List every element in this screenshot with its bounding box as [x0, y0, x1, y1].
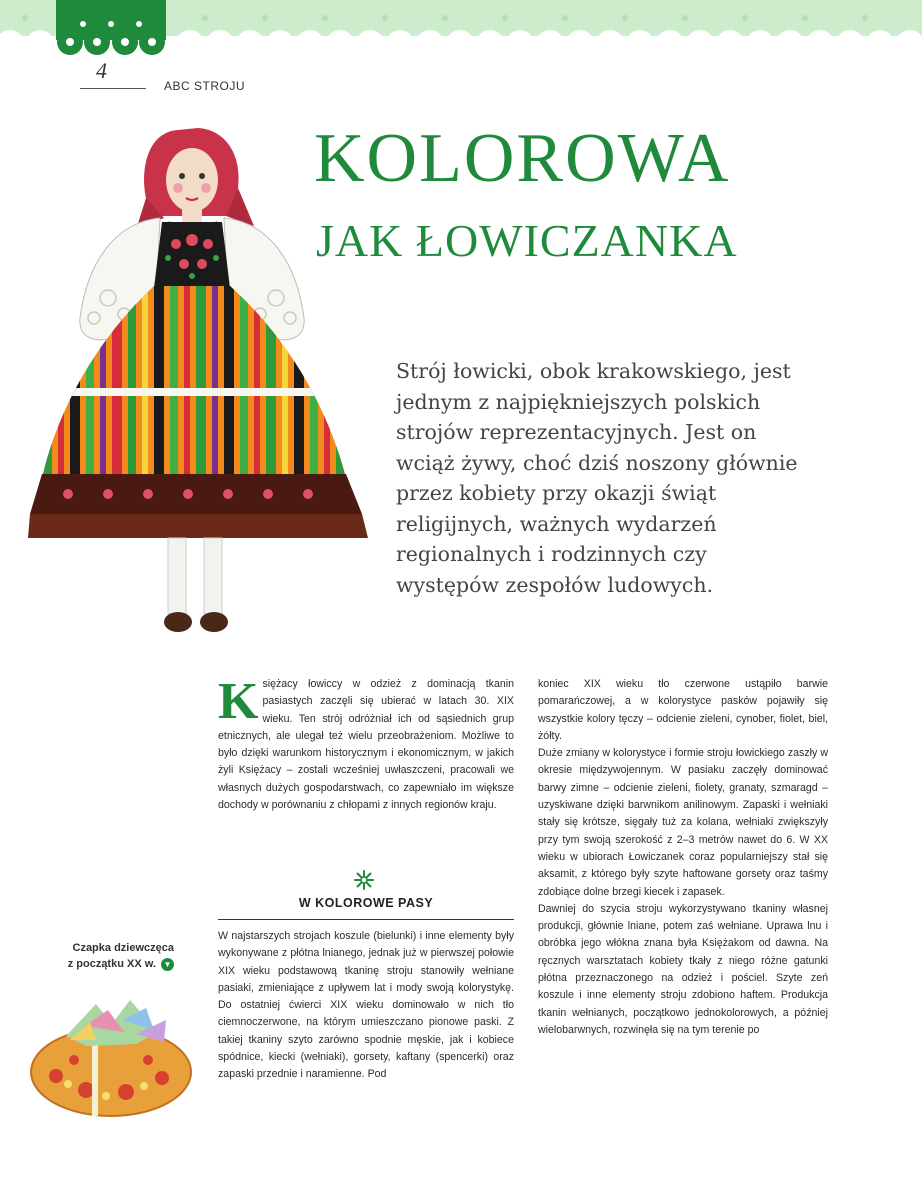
- green-arrow-icon: ▼: [161, 958, 174, 971]
- snowflake-ornament-icon: [352, 868, 376, 892]
- article-right-column: [538, 676, 828, 1039]
- right-paragraph-3: Dawniej do szycia stroju wykorzystywano tkaniny własnej produkcji, głównie lniane, potem zaś wełniane. Uprawa lnu i obróbka jego włókna znana była Księżakom od dawna. Na ręcznych warsztatach kobiety tkały z niego różne gatunki płótna przeznaczonego na odzież i pościel. Szyte zeń koszule i inne elementy stroju zdobiono haftem. Produkcja tkanin wełnianych, początkowo jednokolorowych, a później wielobarwnych, rozwinęła się na tym terenie po: [538, 902, 828, 1036]
- section-label: ABC STROJU: [164, 79, 246, 93]
- page-number-tab: [56, 0, 166, 58]
- right-paragraph-2: Duże zmiany w kolorystyce i formie stroju łowickiego zaszły w okresie międzywojennym. W pasiaku zaczęły dominować barwy zimne – odcienie zieleni, fiolety, granaty, szmaragd – uzyskiwane dzięki barwnikom anilinowym. Zapaski i wełniaki stały się krótsze, sięgały tuż za kolana, wełniaki zwiększyły przy tym swoją szerokość z 2–3 metrów nawet do 6. W XX wieku w ubiorach Łowiczanek coraz popularniejszy stał się aksamit, z którego były szyte haftowane gorsety oraz taśmy zdobiące dolne brzegi kiecek i zapasek.: [538, 747, 828, 898]
- header-rule: [80, 88, 146, 89]
- article-title-line-2: JAK ŁOWICZANKA: [316, 215, 738, 266]
- subheading-rule: [218, 919, 514, 920]
- section-text: W najstarszych strojach koszule (bielunki) i inne elementy były wykonywane z płótna lnianego, jednak już w pierwszej połowie XIX wieku podstawową tkaninę stroju stanowiły wełniane pasiaki, zmieniające z upływem lat i mody swoją kolorystykę. Do ostatniej ćwierci XIX wieku dominowało w nich tło ciemnoczerwone, na którym umieszczano pionowe paski. Z takiej tkaniny szyto zarówno spodnie męskie, jak i kobiece spódnice, kiecki (wełniaki), gorsety, kaftany (spencerki) oraz zapaski przednie i naramienne. Pod: [218, 930, 514, 1081]
- article-intro: [218, 673, 514, 814]
- right-paragraph-1: koniec XIX wieku tło czerwone ustąpiło barwie pomarańczowej, a w kolorystyce pasków pojawiły się wszystkie kolory tęczy – odcienie zieleni, cynober, fiolet, biel, żółty.: [538, 678, 828, 742]
- caption-line-1: Czapka dziewczęca: [72, 942, 174, 954]
- caption-line-2: z początku XX w.: [67, 958, 156, 970]
- page-number: 4: [96, 58, 107, 83]
- girls-cap-photo: [26, 980, 196, 1120]
- article-title-line-1: KOLOROWA: [314, 120, 731, 197]
- section-subheading: W KOLOROWE PASY: [298, 896, 434, 910]
- lead-paragraph: Strój łowicki, obok krakowskiego, jest jednym z najpiękniejszych polskich strojów reprezentacyjnych. Jest on wciąż żywy, choć dziś noszony głównie przez kobiety przy okazji świąt religijnych, ważnych wydarzeń regionalnych i rodzinnych czy występów zespołów ludowych.: [396, 359, 798, 597]
- lowicz-costume-illustration: [28, 118, 378, 648]
- cap-caption: [42, 940, 174, 972]
- intro-text: siężacy łowiccy w odzież z dominacją tkanin pasiastych zaczęli się ubierać w latach 30. XIX wieku. Ten strój odróżniał ich od sąsiednich grup etnicznych, ale ulegał też wielu przeobrażeniom. Możliwe to było dzięki warunkom historycznym i ekonomicznym, w jakich żyli Księżacy – zostali wcześniej uwłaszczeni, pracowali we własnych dużych gospodarstwach, co zapewniało im większe dochody w porównaniu z chłopami z innych regionów kraju.: [218, 678, 514, 812]
- drop-cap: K: [218, 673, 259, 730]
